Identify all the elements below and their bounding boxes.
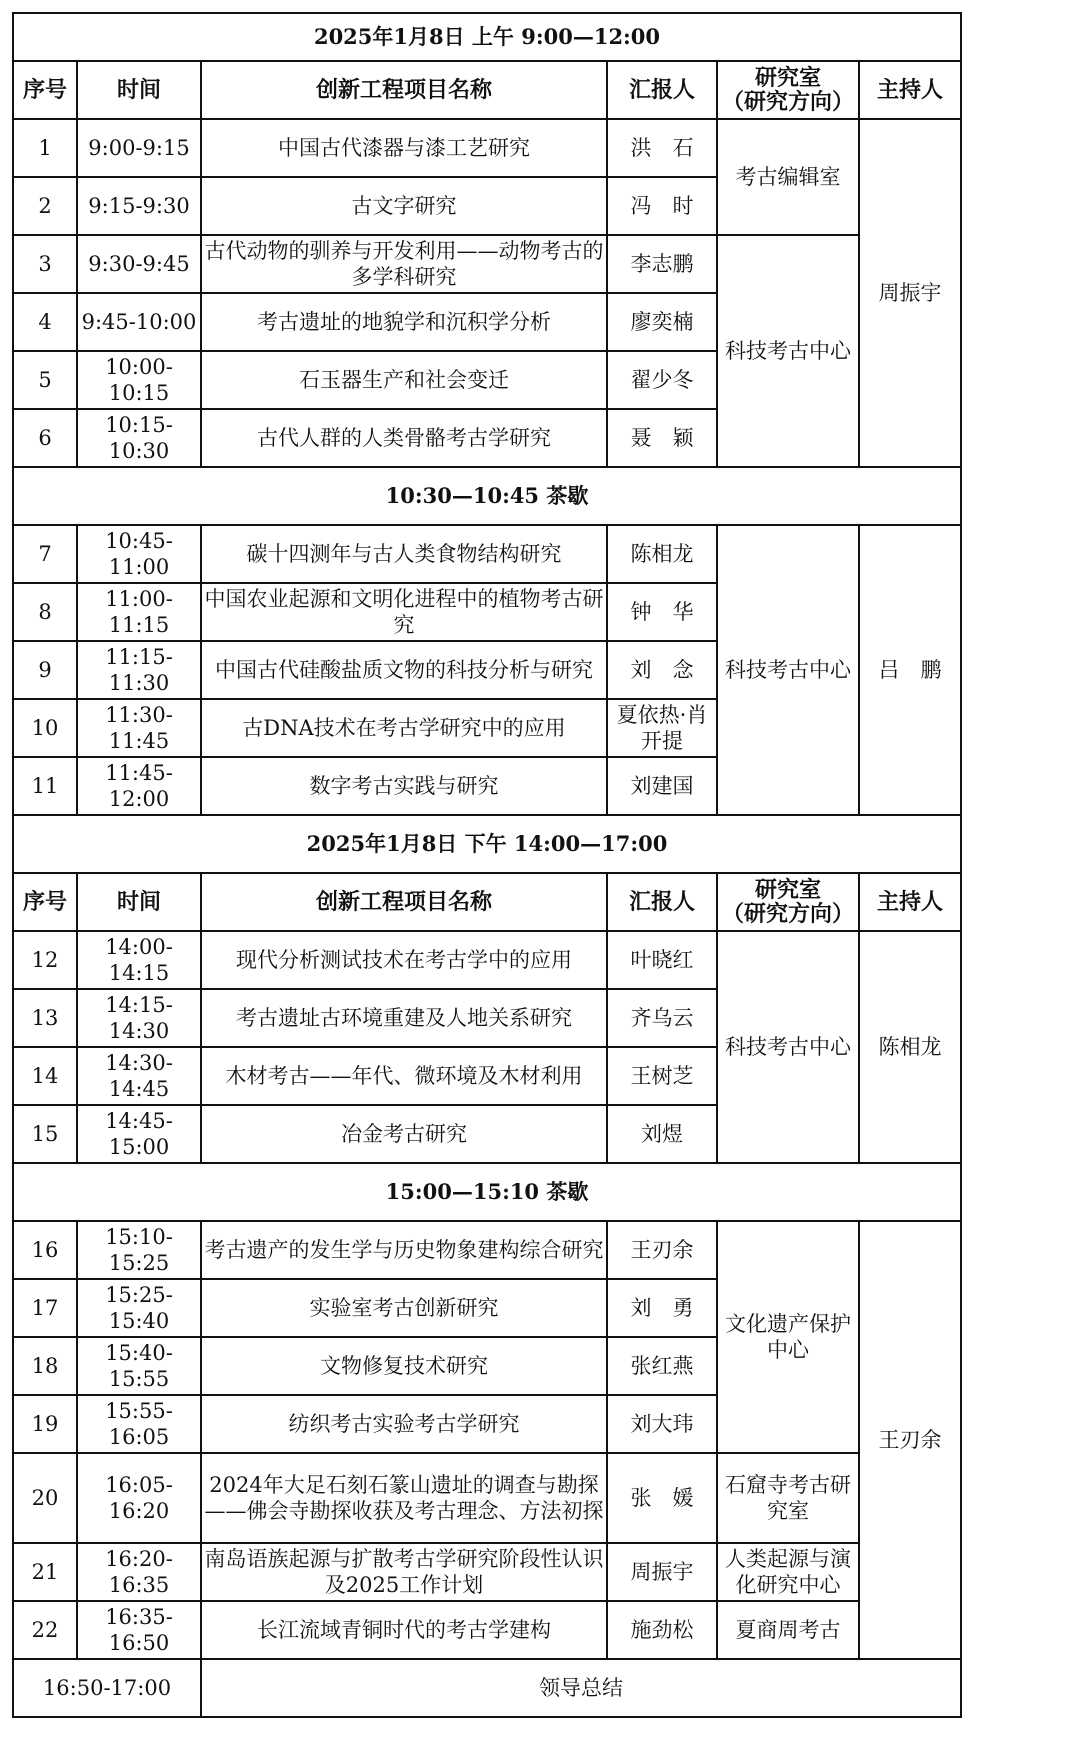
row-project: 古代人群的人类骨骼考古学研究 bbox=[201, 409, 607, 467]
row-reporter: 刘建国 bbox=[607, 757, 717, 815]
row-office: 考古编辑室 bbox=[717, 119, 859, 235]
row-project: 中国农业起源和文明化进程中的植物考古研究 bbox=[201, 583, 607, 641]
row-project: 中国古代漆器与漆工艺研究 bbox=[201, 119, 607, 177]
row-time: 16:35-16:50 bbox=[77, 1601, 201, 1659]
row-host: 陈相龙 bbox=[859, 931, 961, 1163]
row-reporter: 齐乌云 bbox=[607, 989, 717, 1047]
row-project: 数字考古实践与研究 bbox=[201, 757, 607, 815]
table-row bbox=[13, 1543, 961, 1601]
row-time: 10:45-11:00 bbox=[77, 525, 201, 583]
header-no: 序号 bbox=[13, 61, 77, 119]
row-project: 实验室考古创新研究 bbox=[201, 1279, 607, 1337]
row-no: 1 bbox=[13, 119, 77, 177]
row-project: 文物修复技术研究 bbox=[201, 1337, 607, 1395]
row-time: 11:30-11:45 bbox=[77, 699, 201, 757]
break-row: 10:30—10:45 茶歇 bbox=[13, 467, 961, 525]
table-row bbox=[13, 931, 961, 989]
row-no: 7 bbox=[13, 525, 77, 583]
row-no: 13 bbox=[13, 989, 77, 1047]
row-reporter: 夏依热·肖开提 bbox=[607, 699, 717, 757]
row-time: 11:15-11:30 bbox=[77, 641, 201, 699]
table-row bbox=[13, 1601, 961, 1659]
row-reporter: 张 媛 bbox=[607, 1453, 717, 1543]
row-reporter: 李志鹏 bbox=[607, 235, 717, 293]
header-office: 研究室 （研究方向） bbox=[717, 61, 859, 119]
row-project: 考古遗址古环境重建及人地关系研究 bbox=[201, 989, 607, 1047]
closing-row bbox=[13, 1659, 961, 1717]
table-row bbox=[13, 119, 961, 177]
row-no: 2 bbox=[13, 177, 77, 235]
row-reporter: 聂 颖 bbox=[607, 409, 717, 467]
row-project: 古DNA技术在考古学研究中的应用 bbox=[201, 699, 607, 757]
row-office: 科技考古中心 bbox=[717, 525, 859, 815]
row-time: 16:05-16:20 bbox=[77, 1453, 201, 1543]
row-time: 9:30-9:45 bbox=[77, 235, 201, 293]
row-project: 南岛语族起源与扩散考古学研究阶段性认识及2025工作计划 bbox=[201, 1543, 607, 1601]
header-project: 创新工程项目名称 bbox=[201, 61, 607, 119]
table-row bbox=[13, 1453, 961, 1543]
table-row bbox=[13, 525, 961, 583]
row-reporter: 施劲松 bbox=[607, 1601, 717, 1659]
row-time: 9:00-9:15 bbox=[77, 119, 201, 177]
row-time: 10:15-10:30 bbox=[77, 409, 201, 467]
row-reporter: 王树芝 bbox=[607, 1047, 717, 1105]
row-time: 15:25-15:40 bbox=[77, 1279, 201, 1337]
schedule-table bbox=[12, 12, 962, 1718]
header-no: 序号 bbox=[13, 873, 77, 931]
header-reporter: 汇报人 bbox=[607, 873, 717, 931]
table-row bbox=[13, 1221, 961, 1279]
row-reporter: 叶晓红 bbox=[607, 931, 717, 989]
row-reporter: 刘大玮 bbox=[607, 1395, 717, 1453]
row-no: 22 bbox=[13, 1601, 77, 1659]
row-no: 20 bbox=[13, 1453, 77, 1543]
row-project: 古文字研究 bbox=[201, 177, 607, 235]
row-host: 周振宇 bbox=[859, 119, 961, 467]
row-project: 木材考古——年代、微环境及木材利用 bbox=[201, 1047, 607, 1105]
row-no: 16 bbox=[13, 1221, 77, 1279]
row-host: 吕 鹏 bbox=[859, 525, 961, 815]
header-time: 时间 bbox=[77, 873, 201, 931]
row-time: 10:00-10:15 bbox=[77, 351, 201, 409]
row-no: 5 bbox=[13, 351, 77, 409]
row-no: 6 bbox=[13, 409, 77, 467]
row-reporter: 刘 念 bbox=[607, 641, 717, 699]
row-project: 古代动物的驯养与开发利用——动物考古的多学科研究 bbox=[201, 235, 607, 293]
row-project: 石玉器生产和社会变迁 bbox=[201, 351, 607, 409]
row-project: 冶金考古研究 bbox=[201, 1105, 607, 1163]
row-office: 石窟寺考古研究室 bbox=[717, 1453, 859, 1543]
row-no: 10 bbox=[13, 699, 77, 757]
row-reporter: 张红燕 bbox=[607, 1337, 717, 1395]
row-host: 王刃余 bbox=[859, 1221, 961, 1659]
row-no: 11 bbox=[13, 757, 77, 815]
row-time: 11:45-12:00 bbox=[77, 757, 201, 815]
row-no: 19 bbox=[13, 1395, 77, 1453]
row-office: 科技考古中心 bbox=[717, 931, 859, 1163]
row-project: 中国古代硅酸盐质文物的科技分析与研究 bbox=[201, 641, 607, 699]
session-title-morning: 2025年1月8日 上午 9:00—12:00 bbox=[13, 13, 961, 61]
row-time: 9:15-9:30 bbox=[77, 177, 201, 235]
row-reporter: 钟 华 bbox=[607, 583, 717, 641]
row-project: 长江流域青铜时代的考古学建构 bbox=[201, 1601, 607, 1659]
header-office: 研究室 （研究方向） bbox=[717, 873, 859, 931]
row-no: 8 bbox=[13, 583, 77, 641]
row-reporter: 周振宇 bbox=[607, 1543, 717, 1601]
header-host: 主持人 bbox=[859, 61, 961, 119]
row-no: 9 bbox=[13, 641, 77, 699]
row-time: 11:00-11:15 bbox=[77, 583, 201, 641]
row-no: 3 bbox=[13, 235, 77, 293]
row-no: 12 bbox=[13, 931, 77, 989]
header-project: 创新工程项目名称 bbox=[201, 873, 607, 931]
row-reporter: 陈相龙 bbox=[607, 525, 717, 583]
row-time: 9:45-10:00 bbox=[77, 293, 201, 351]
break-row: 15:00—15:10 茶歇 bbox=[13, 1163, 961, 1221]
row-no: 17 bbox=[13, 1279, 77, 1337]
row-project: 碳十四测年与古人类食物结构研究 bbox=[201, 525, 607, 583]
header-reporter: 汇报人 bbox=[607, 61, 717, 119]
row-office: 科技考古中心 bbox=[717, 235, 859, 467]
row-time: 15:55-16:05 bbox=[77, 1395, 201, 1453]
row-reporter: 冯 时 bbox=[607, 177, 717, 235]
row-reporter: 刘煜 bbox=[607, 1105, 717, 1163]
row-reporter: 廖奕楠 bbox=[607, 293, 717, 351]
closing-time: 16:50-17:00 bbox=[13, 1659, 201, 1717]
row-office: 文化遗产保护中心 bbox=[717, 1221, 859, 1453]
row-time: 14:00-14:15 bbox=[77, 931, 201, 989]
closing-label: 领导总结 bbox=[201, 1659, 961, 1717]
row-project: 考古遗产的发生学与历史物象建构综合研究 bbox=[201, 1221, 607, 1279]
row-project: 现代分析测试技术在考古学中的应用 bbox=[201, 931, 607, 989]
row-reporter: 洪 石 bbox=[607, 119, 717, 177]
row-office: 人类起源与演化研究中心 bbox=[717, 1543, 859, 1601]
row-office: 夏商周考古 bbox=[717, 1601, 859, 1659]
header-time: 时间 bbox=[77, 61, 201, 119]
row-time: 14:15-14:30 bbox=[77, 989, 201, 1047]
row-no: 21 bbox=[13, 1543, 77, 1601]
row-no: 15 bbox=[13, 1105, 77, 1163]
row-time: 15:40-15:55 bbox=[77, 1337, 201, 1395]
row-reporter: 翟少冬 bbox=[607, 351, 717, 409]
row-project: 考古遗址的地貌学和沉积学分析 bbox=[201, 293, 607, 351]
session-title-afternoon: 2025年1月8日 下午 14:00—17:00 bbox=[13, 815, 961, 873]
row-time: 16:20-16:35 bbox=[77, 1543, 201, 1601]
row-no: 14 bbox=[13, 1047, 77, 1105]
row-project: 纺织考古实验考古学研究 bbox=[201, 1395, 607, 1453]
row-time: 14:30-14:45 bbox=[77, 1047, 201, 1105]
row-reporter: 刘 勇 bbox=[607, 1279, 717, 1337]
row-no: 4 bbox=[13, 293, 77, 351]
header-host: 主持人 bbox=[859, 873, 961, 931]
row-reporter: 王刃余 bbox=[607, 1221, 717, 1279]
row-time: 15:10-15:25 bbox=[77, 1221, 201, 1279]
row-project: 2024年大足石刻石篆山遗址的调查与勘探——佛会寺勘探收获及考古理念、方法初探 bbox=[201, 1453, 607, 1543]
row-time: 14:45-15:00 bbox=[77, 1105, 201, 1163]
row-no: 18 bbox=[13, 1337, 77, 1395]
table-row bbox=[13, 235, 961, 293]
